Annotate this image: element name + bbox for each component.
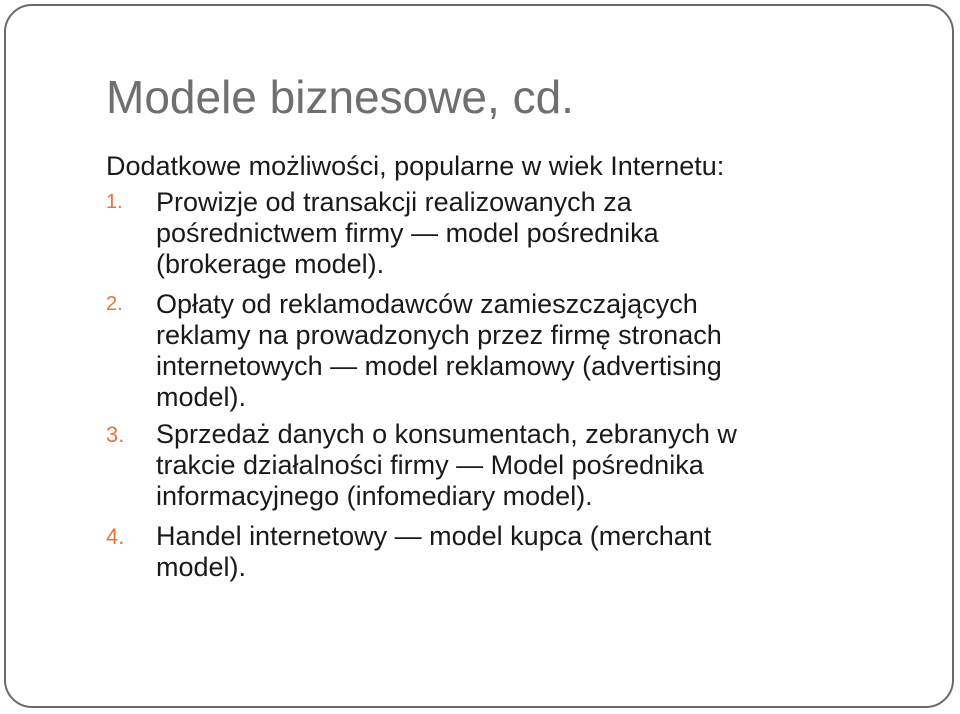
slide-title: Modele biznesowe, cd. [106,71,574,123]
intro-text: Dodatkowe możliwości, popularne w wiek Internetu: [106,151,725,181]
list-number-4: 4. [106,524,125,549]
list-item-1 [106,187,866,280]
list-item-4 [106,521,866,583]
list-item-3-line-2: trakcie działalności firmy — Model pośrednika [156,450,704,480]
list-item-2-line-3: internetowych — model reklamowy (advertising [156,351,722,381]
list-item-2-line-4: model). [156,382,247,412]
list-item-1-line-3: (brokerage model). [156,249,385,279]
list-item-3 [106,419,866,512]
list-number-3: 3. [106,422,125,447]
list-item-1-line-1: Prowizje od transakcji realizowanych za [156,187,632,217]
list-item-2-line-1: Opłaty od reklamodawców zamieszczających [156,289,698,319]
list-item-2 [106,289,866,413]
list-item-3-line-1: Sprzedaż danych o konsumentach, zebranych w [156,419,737,449]
list-number-2: 2. [106,293,123,315]
list-item-3-line-3: informacyjnego (infomediary model). [156,481,593,511]
list-item-1-line-2: pośrednictwem firmy — model pośrednika [156,218,659,248]
list-item-4-line-2: model). [156,552,247,582]
numbered-list [106,187,866,592]
list-item-4-line-1: Handel internetowy — model kupca (merchant [156,521,712,551]
list-number-1: 1. [106,191,123,213]
list-item-2-line-2: reklamy na prowadzonych przez firmę stronach [156,320,722,350]
